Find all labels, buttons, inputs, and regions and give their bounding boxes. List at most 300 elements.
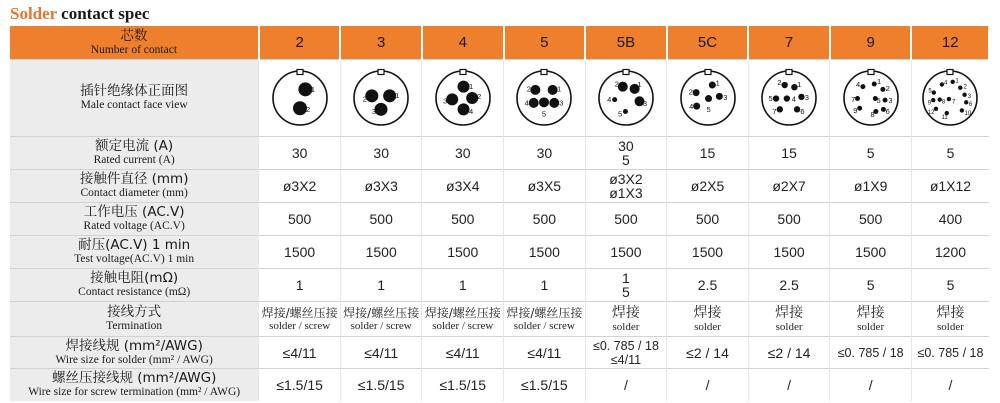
cell-value: 30 [618, 138, 634, 154]
contact-resistance-cell [830, 269, 912, 302]
contact-pin [857, 106, 862, 111]
contact-pin [963, 93, 967, 97]
contact-pin-number: 3 [888, 96, 893, 106]
contact-pin [964, 100, 968, 104]
contact-pin-number: 12 [928, 110, 935, 116]
cell-value: ≤0. 785 / 18 [917, 345, 984, 360]
rated-current-cell [340, 137, 422, 170]
cell-value-cn: 焊接 [693, 305, 722, 321]
row-label-cn: 工作电压 (AC.V) [83, 204, 185, 220]
contact-resistance-cell [340, 269, 422, 302]
contact-pin [550, 98, 560, 108]
rated-voltage-cell: 500 [259, 203, 341, 236]
contact-pin-number: 4 [791, 94, 797, 104]
contact-pin-number: 2 [362, 94, 368, 104]
contact-diameter-row [10, 170, 989, 203]
contact-diameter-cell [340, 170, 422, 203]
cell-value: 2.5 [779, 277, 799, 293]
row-label-contact-resistance [10, 269, 259, 302]
page-title-rest: contact spec [56, 4, 150, 23]
row-label-cn: 额定电流 (A) [95, 138, 174, 154]
cell-value: 30 [454, 145, 471, 161]
rated-voltage-row [10, 203, 989, 236]
connector-face-svg [431, 66, 495, 130]
contact-pin-number: 4 [468, 107, 473, 116]
contact-pin-number: 6 [885, 107, 890, 116]
rated-voltage-cell: 500 [340, 203, 422, 236]
wire-size-solder-cell [911, 337, 989, 369]
keyway-notch [705, 70, 711, 75]
rated-current-cell [422, 137, 504, 170]
contact-pin-number: 3 [642, 98, 647, 108]
contact-pin-number: 4 [688, 102, 693, 112]
row-label-en: Test voltage(AC.V) 1 min [74, 253, 195, 265]
cell-value: 5 [946, 277, 955, 293]
keyway-notch [541, 70, 547, 75]
header-label-cell [10, 26, 259, 60]
wire-size-solder-cell [830, 337, 912, 369]
rated-current-row [10, 137, 989, 170]
contact-resistance-cell [667, 269, 749, 302]
cell-value: 30 [536, 145, 553, 161]
test-voltage-cell: 1200 [911, 236, 989, 269]
cell-value-en: solder / screw [513, 320, 575, 332]
connector-face-svg [757, 66, 821, 130]
row-label-en: Male contact face view [80, 99, 188, 111]
contact-pin-number: 2 [614, 79, 619, 89]
column-header: 7 [748, 26, 830, 60]
rated-voltage-cell: 500 [667, 203, 749, 236]
cell-value-cn: 焊接/螺丝压接 [343, 306, 420, 320]
contact-pin [860, 84, 865, 89]
contact-pin-number: 2 [688, 87, 693, 97]
contact-pin [446, 93, 458, 105]
connector-face-svg [676, 66, 740, 130]
contact-pin [880, 87, 885, 92]
rated-current-cell [504, 137, 586, 170]
contact-pin-number: 1 [557, 84, 562, 94]
cell-value-en: solder [775, 321, 803, 333]
contact-pin [777, 106, 783, 112]
contact-pin [293, 101, 307, 115]
cell-value: ø1X3 [609, 185, 643, 201]
page-title-accent: Solder [10, 4, 57, 23]
contact-diameter-cell [259, 170, 341, 203]
contact-pin-number: 3 [372, 107, 377, 116]
wire-size-screw-cell: ≤1.5/15 [340, 369, 422, 401]
contact-spec-table [10, 26, 990, 401]
contact-pin-number: 2 [305, 104, 310, 114]
contact-pin [871, 81, 876, 86]
contact-pin [959, 86, 963, 90]
contact-pin [623, 109, 628, 114]
row-label-test-voltage [10, 236, 259, 269]
cell-value-cn: 焊接 [775, 305, 804, 321]
termination-cell [504, 302, 586, 337]
contact-face-diagram [585, 60, 667, 137]
cell-value: ≤0. 785 / 18 [837, 345, 904, 360]
row-label-termination [10, 302, 259, 337]
row-label-cn: 螺丝压接线规 (mm²/AWG) [51, 369, 217, 386]
keyway-notch [623, 70, 629, 75]
connector-face-svg [268, 66, 332, 130]
cell-value-en: solder / screw [269, 320, 331, 332]
cell-value-en: solder / screw [350, 320, 412, 332]
connector-face-svg [512, 66, 576, 130]
contact-pin-number: 1 [310, 84, 315, 94]
cell-value: ≤4/11 [282, 344, 317, 361]
cell-value: 1 [622, 270, 630, 286]
contact-pin [366, 89, 379, 102]
contact-pin [782, 82, 788, 88]
contact-pin [457, 81, 469, 93]
contact-pin-number: 5 [542, 109, 547, 119]
connector-face-svg [349, 66, 413, 130]
wire-size-solder-cell [504, 337, 586, 369]
column-header: 2 [259, 26, 341, 60]
contact-resistance-cell [585, 269, 667, 302]
connector-face-svg [839, 66, 903, 130]
wire-size-solder-cell [748, 337, 830, 369]
contact-pin-number: 8 [942, 99, 946, 106]
wire-size-solder-cell [585, 337, 667, 369]
contact-pin [612, 97, 617, 102]
termination-cell [748, 302, 830, 337]
contact-diameter-cell [504, 170, 586, 203]
contact-pin [539, 97, 549, 107]
keyway-notch [786, 70, 792, 75]
contact-resistance-cell [504, 269, 586, 302]
cell-value-en: solder [612, 321, 640, 333]
row-label-contact-diameter [10, 170, 259, 203]
contact-pin-number: 9 [928, 100, 932, 107]
cell-value-en: solder [694, 321, 721, 333]
contact-pin [618, 82, 628, 92]
contact-pin-number: 1 [395, 90, 400, 100]
cell-value: ø3X5 [527, 178, 562, 194]
contact-pin [798, 94, 804, 100]
termination-cell [422, 302, 504, 337]
cell-value: ø3X3 [364, 178, 398, 194]
contact-resistance-cell [748, 269, 830, 302]
contact-pin [457, 103, 469, 115]
test-voltage-cell: 1500 [585, 236, 667, 269]
wire-size-solder-cell [259, 337, 341, 369]
test-voltage-cell: 1500 [830, 236, 912, 269]
cell-value: 5 [866, 145, 875, 161]
termination-cell [830, 302, 912, 337]
contact-pin-number: 1 [955, 78, 960, 85]
keyway-notch [297, 70, 303, 75]
contact-pin-number: 11 [941, 114, 949, 121]
face-view-row [10, 60, 989, 137]
test-voltage-cell: 1500 [748, 236, 830, 269]
rated-current-cell [585, 137, 667, 170]
keyway-notch [378, 70, 384, 75]
contact-pin-number: 2 [777, 77, 782, 87]
termination-cell [911, 302, 989, 337]
keyway-notch [868, 70, 874, 75]
row-label-wire-size-screw [10, 369, 259, 401]
wire-size-screw-cell: / [667, 369, 749, 401]
row-label-en: Rated voltage (AC.V) [83, 220, 185, 232]
contact-pin-number: 10 [964, 111, 972, 118]
contact-pin-number: 1 [797, 80, 802, 89]
contact-resistance-cell [911, 269, 989, 302]
contact-diameter-cell [422, 170, 504, 203]
cell-value: 5 [946, 145, 955, 161]
contact-pin-number: 5 [617, 109, 623, 119]
cell-value-cn: 焊接 [936, 305, 965, 321]
contact-diameter-cell [748, 170, 830, 203]
cell-value-cn: 焊接 [856, 305, 885, 321]
keyway-notch [947, 70, 953, 75]
contact-pin-number: 5 [928, 88, 933, 95]
contact-pin [531, 85, 541, 95]
test-voltage-cell: 1500 [259, 236, 341, 269]
contact-pin-number: 1 [715, 78, 720, 88]
contact-pin-number: 7 [850, 95, 855, 105]
row-label-en: Termination [106, 320, 163, 332]
row-label-cn: 接线方式 [107, 304, 162, 320]
cell-value: 1 [458, 277, 467, 293]
cell-value: 1 [295, 277, 304, 293]
cell-value-en: solder [937, 321, 964, 333]
header-label-cn: 芯数 [120, 27, 148, 44]
contact-face-diagram [422, 60, 504, 137]
cell-value: 15 [781, 145, 797, 161]
cell-value: 15 [699, 145, 716, 161]
contact-pin [773, 95, 779, 101]
contact-pin-number: 4 [524, 98, 530, 108]
cell-value: 30 [373, 145, 389, 161]
rated-voltage-cell: 500 [830, 203, 912, 236]
contact-pin-number: 3 [559, 98, 564, 108]
rated-voltage-cell: 500 [748, 203, 830, 236]
row-label-en: Contact diameter (mm) [80, 187, 188, 199]
contact-pin-number: 4 [855, 80, 860, 89]
rated-current-cell [259, 137, 341, 170]
contact-pin-number: 1 [468, 82, 473, 92]
cell-value: ø2X5 [690, 178, 725, 194]
contact-pin-number: 4 [607, 95, 612, 105]
contact-pin-number: 5 [876, 96, 881, 106]
contact-pin-number: 2 [476, 92, 482, 102]
cell-value: 5 [622, 284, 630, 300]
contact-pin [882, 98, 887, 103]
contact-pin-number: 2 [527, 84, 532, 94]
cell-value: ≤4/11 [610, 352, 642, 367]
contact-pin-number: 3 [442, 96, 448, 106]
rated-voltage-cell: 500 [504, 203, 586, 236]
header-row [10, 26, 989, 60]
contact-pin-number: 8 [870, 110, 875, 120]
contact-pin-number: 5 [768, 94, 773, 104]
wire-size-solder-cell [340, 337, 422, 369]
cell-value: ø1X9 [853, 178, 888, 194]
contact-pin [693, 103, 700, 110]
wire-size-screw-cell: ≤1.5/15 [504, 369, 586, 401]
row-label-en: Contact resistance (mΩ) [78, 286, 191, 298]
contact-pin [855, 96, 860, 101]
contact-pin-number: 7 [952, 99, 956, 106]
contact-diameter-cell [585, 170, 667, 203]
wire-size-screw-cell: / [748, 369, 830, 401]
contact-diameter-cell [667, 170, 749, 203]
column-header: 3 [340, 26, 422, 60]
test-voltage-cell: 1500 [422, 236, 504, 269]
cell-value: ø3X2 [609, 171, 643, 187]
rated-current-cell [748, 137, 830, 170]
wire-size-screw-cell: ≤1.5/15 [422, 369, 504, 401]
row-label-en: Wire size for screw termination (mm² / AWG) [28, 385, 241, 398]
cell-value: 2.5 [697, 277, 718, 293]
contact-pin [960, 108, 964, 112]
column-header: 5C [667, 26, 749, 60]
contact-pin [692, 89, 699, 96]
contact-pin-number: 3 [722, 92, 727, 102]
cell-value: ≤2 / 14 [767, 344, 811, 361]
contact-pin [375, 103, 388, 116]
cell-value: ≤4/11 [445, 344, 480, 361]
wire-size-screw-cell: / [911, 369, 989, 401]
cell-value: 1 [377, 277, 386, 293]
connector-face-svg [594, 66, 658, 130]
contact-pin [705, 95, 712, 102]
cell-value: ø3X2 [282, 178, 317, 194]
contact-pin-number: 6 [969, 101, 973, 108]
row-label-cn: 耐压(AC.V) 1 min [78, 237, 191, 253]
cell-value: 30 [291, 145, 308, 161]
cell-value: ≤2 / 14 [686, 344, 729, 361]
wire-size-solder-cell [667, 337, 749, 369]
test-voltage-cell: 1500 [340, 236, 422, 269]
row-label-en: Rated current (A) [93, 154, 175, 166]
contact-pin [932, 90, 936, 94]
rated-current-cell [667, 137, 749, 170]
cell-value: ø3X4 [446, 178, 480, 194]
rated-voltage-cell: 400 [911, 203, 989, 236]
contact-pin-number: 2 [885, 83, 890, 93]
contact-face-diagram [830, 60, 912, 137]
cell-value: 5 [866, 277, 875, 293]
wire-size-screw-cell: ≤1.5/15 [259, 369, 341, 401]
wire-size-screw-row [10, 369, 989, 401]
row-label-cn: 接触件直径 (mm) [79, 171, 189, 187]
cell-value: ø2X7 [772, 178, 806, 194]
contact-pin-number: 2 [963, 84, 968, 91]
contact-face-diagram [748, 60, 830, 137]
rated-current-cell [830, 137, 912, 170]
termination-cell [259, 302, 341, 337]
contact-resistance-cell [422, 269, 504, 302]
header-label-en: Number of contact [90, 43, 178, 56]
cell-value: ≤4/11 [527, 344, 562, 361]
contact-pin [947, 97, 951, 101]
contact-pin-number: 6 [800, 107, 805, 116]
contact-face-diagram [259, 60, 341, 137]
cell-value: 5 [622, 152, 630, 168]
contact-diameter-cell [911, 170, 989, 203]
contact-resistance-row [10, 269, 989, 302]
keyway-notch [460, 70, 466, 75]
column-header: 9 [830, 26, 912, 60]
cell-value-en: solder [857, 321, 885, 333]
contact-pin-number: 1 [876, 76, 881, 86]
connector-face-svg [918, 66, 982, 130]
termination-cell [667, 302, 749, 337]
cell-value-cn: 焊接/螺丝压接 [424, 306, 501, 320]
contact-pin [951, 80, 955, 84]
wire-size-solder-cell [422, 337, 504, 369]
contact-pin-number: 4 [944, 80, 948, 87]
termination-cell [585, 302, 667, 337]
contact-pin-number: 5 [705, 104, 711, 114]
contact-pin-number: 3 [804, 92, 809, 102]
wire-size-screw-cell: / [830, 369, 912, 401]
column-header: 5 [504, 26, 586, 60]
cell-value-cn: 焊接/螺丝压接 [261, 306, 338, 320]
contact-pin [794, 106, 800, 112]
row-label-cn: 接触电阻(mΩ) [90, 270, 179, 286]
contact-pin-number: 3 [968, 93, 972, 100]
cell-value: ≤0. 785 / 18 [592, 338, 659, 353]
row-label-rated-voltage [10, 203, 259, 236]
column-header: 5B [585, 26, 667, 60]
termination-cell [340, 302, 422, 337]
row-label-cn: 插针绝缘体正面图 [80, 83, 189, 99]
contact-face-diagram [340, 60, 422, 137]
row-label-cn: 焊接线规 (mm²/AWG) [65, 337, 203, 354]
contact-face-diagram [911, 60, 989, 137]
test-voltage-row [10, 236, 989, 269]
contact-diameter-cell [830, 170, 912, 203]
rated-voltage-cell: 500 [585, 203, 667, 236]
contact-pin-number: 1 [637, 80, 642, 89]
cell-value: 1 [540, 277, 549, 293]
column-header: 12 [911, 26, 989, 60]
wire-size-solder-row [10, 337, 989, 369]
cell-value-cn: 焊接/螺丝压接 [506, 306, 583, 320]
row-label-face-view [10, 60, 259, 137]
cell-value-en: solder / screw [432, 320, 494, 332]
cell-value-cn: 焊接 [611, 305, 640, 321]
contact-resistance-cell [259, 269, 341, 302]
contact-pin-number: 7 [772, 107, 777, 116]
row-label-rated-current [10, 137, 259, 170]
rated-voltage-cell: 500 [422, 203, 504, 236]
contact-pin [715, 93, 722, 100]
contact-pin [932, 98, 936, 102]
test-voltage-cell: 1500 [667, 236, 749, 269]
column-header: 4 [422, 26, 504, 60]
contact-pin-number: 9 [852, 105, 858, 115]
contact-face-diagram [504, 60, 586, 137]
page-title [10, 4, 149, 24]
contact-face-diagram [667, 60, 749, 137]
rated-current-cell [911, 137, 989, 170]
wire-size-screw-cell: / [585, 369, 667, 401]
contact-pin [784, 95, 790, 101]
row-label-en: Wire size for solder (mm² / AWG) [55, 353, 213, 366]
termination-row [10, 302, 989, 337]
cell-value: ø1X12 [929, 178, 972, 194]
cell-value: ≤4/11 [364, 344, 399, 361]
row-label-wire-size-solder [10, 337, 259, 369]
test-voltage-cell: 1500 [504, 236, 586, 269]
contact-pin [529, 98, 539, 108]
insulator-outline [273, 71, 327, 125]
